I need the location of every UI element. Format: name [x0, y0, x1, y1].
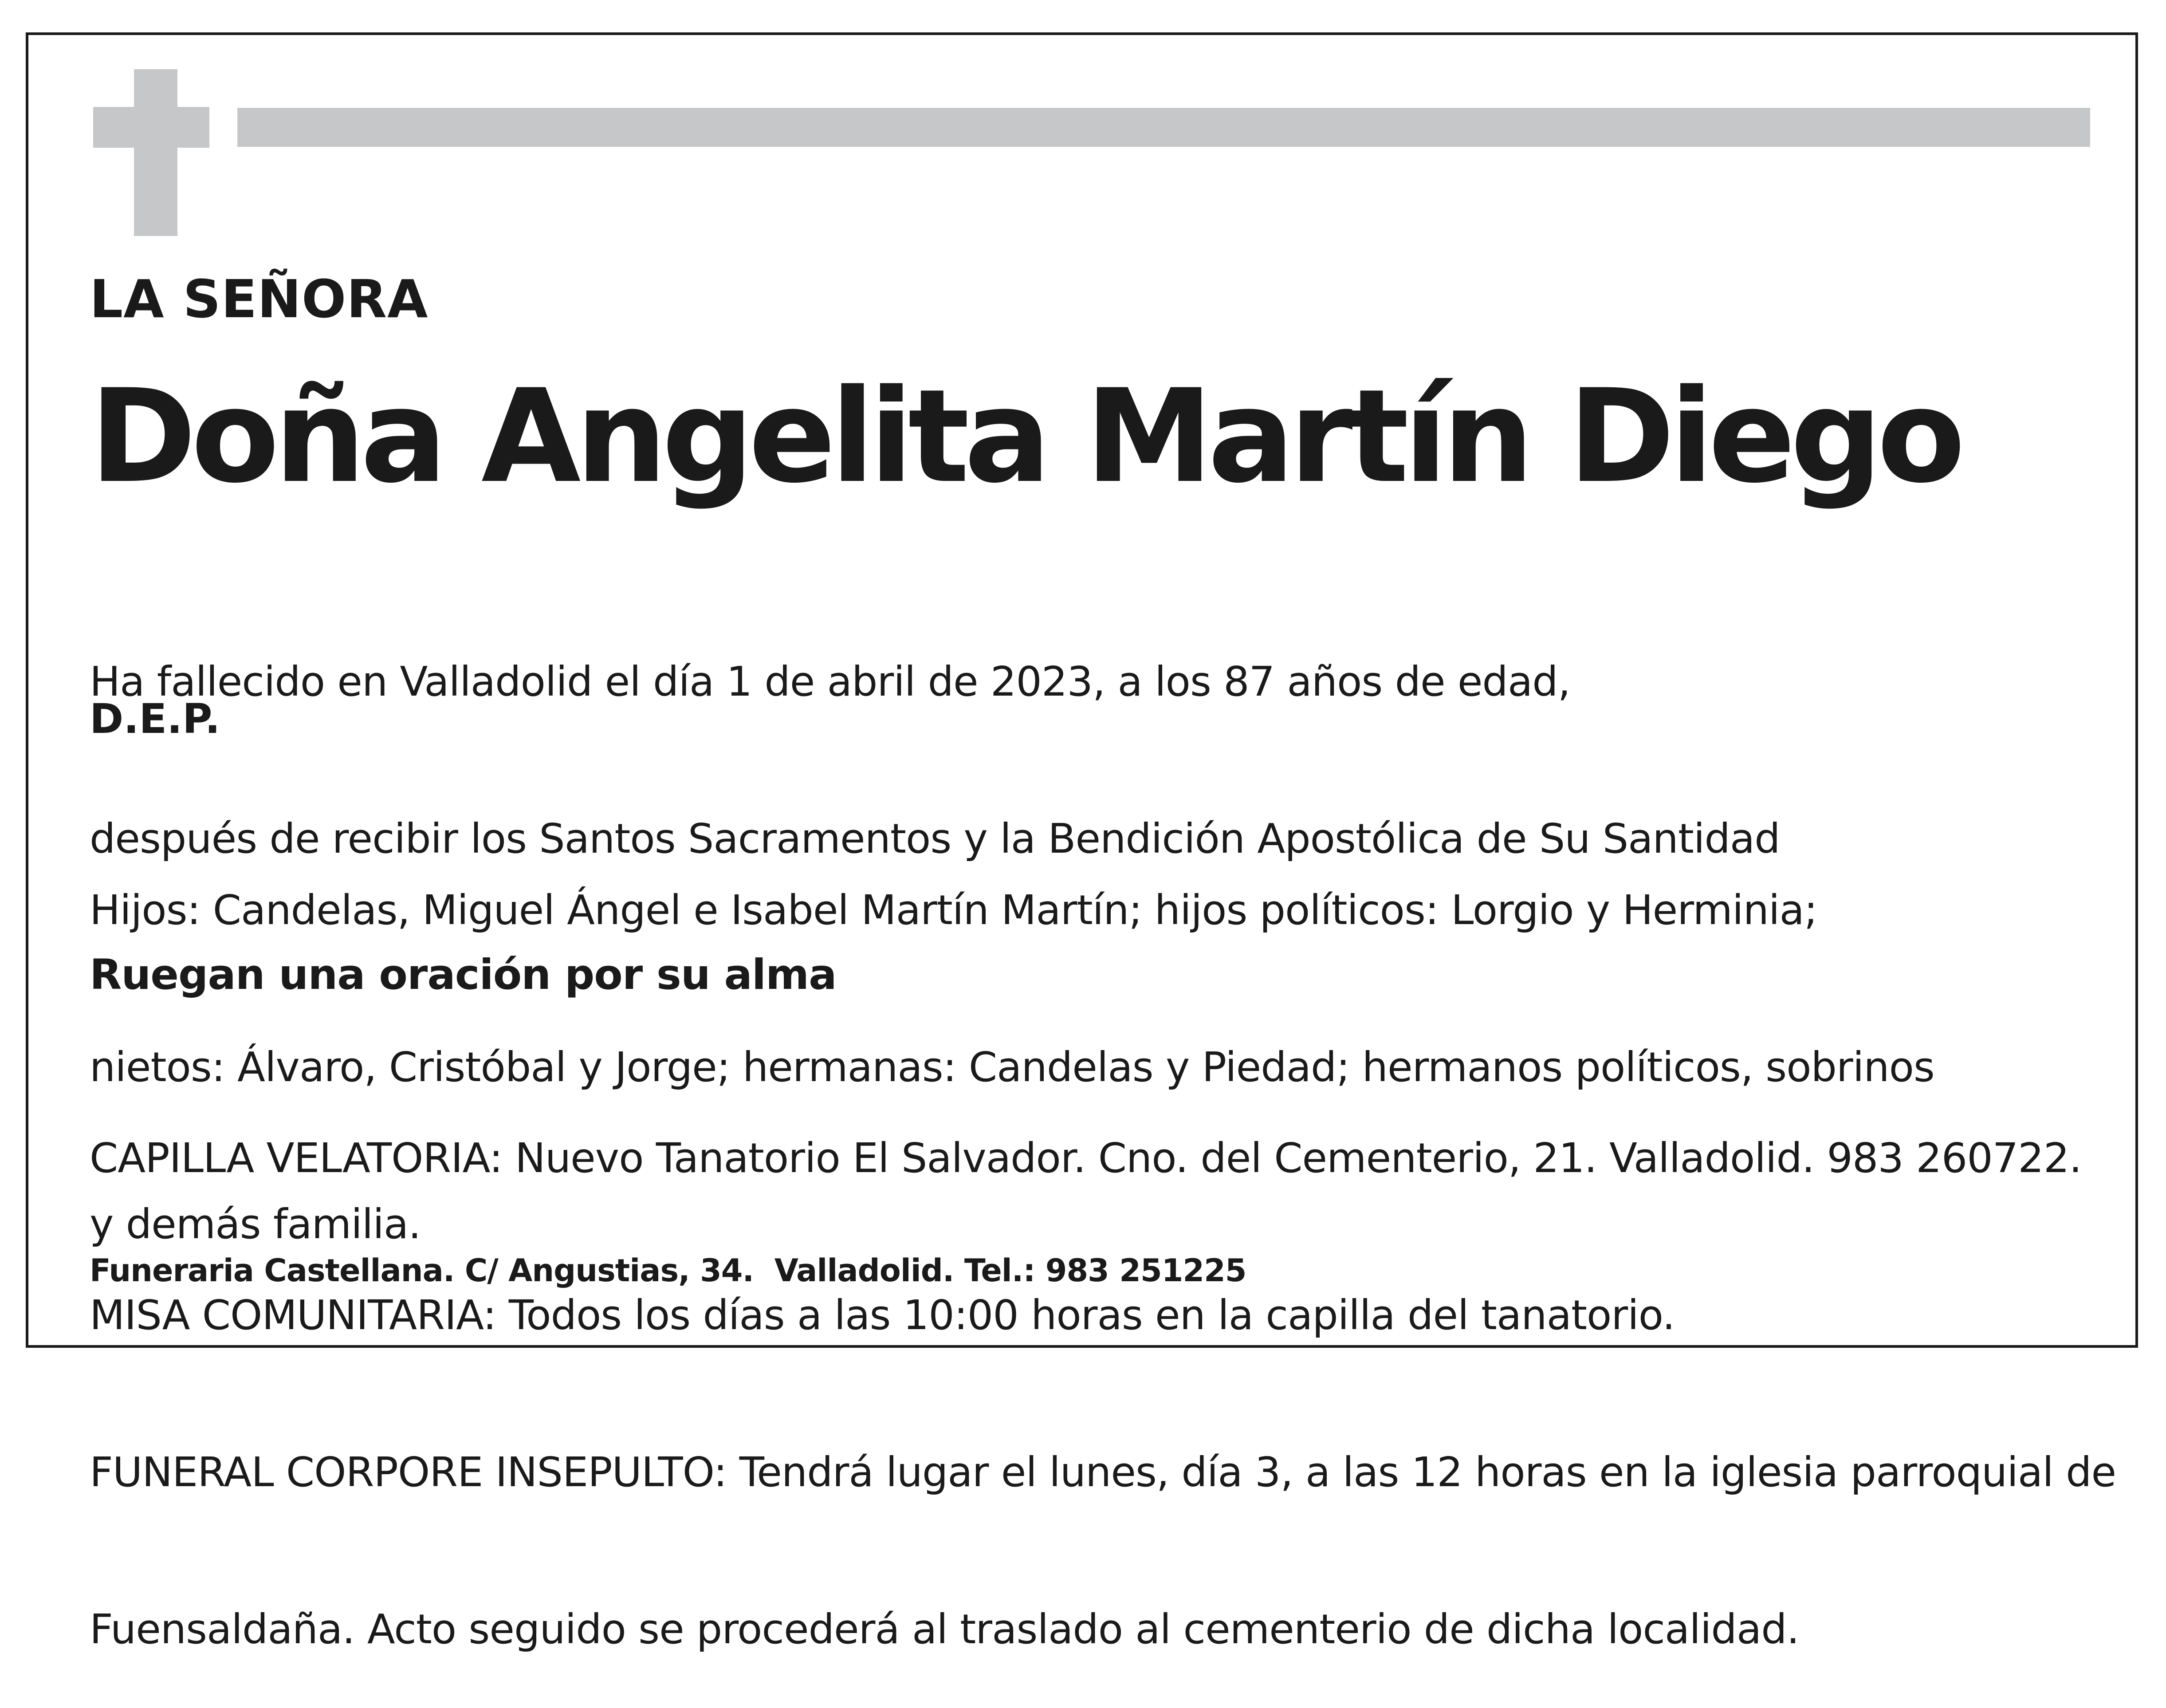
rip-label: D.E.P.	[90, 695, 220, 743]
services-line: CAPILLA VELATORIA: Nuevo Tanatorio El Salvador. Cno. del Cementerio, 21. Valladolid. 983 260722.	[90, 1134, 2082, 1182]
family-line: y demás familia.	[90, 1200, 421, 1248]
prayer-request: Ruegan una oración por su alma	[90, 951, 837, 999]
header-bar	[237, 108, 2090, 147]
announcement-line: después de recibir los Santos Sacramentos y la Bendición Apostólica de Su Santidad	[90, 815, 1780, 862]
deceased-name: Doña Angelita Martín Diego	[90, 362, 1960, 512]
notice-subtitle: LA SEÑORA	[90, 268, 428, 330]
services-line: MISA COMUNITARIA: Todos los días a las 10:00 horas en la capilla del tanatorio.	[90, 1291, 1675, 1339]
family-line: Hijos: Candelas, Miguel Ángel e Isabel Martín Martín; hijos políticos: Lorgio y Herminia;	[90, 886, 1817, 934]
funeral-home-footer: Funeraria Castellana. C/ Angustias, 34. Valladolid. Tel.: 983 251225	[90, 1252, 1246, 1289]
family-line: nietos: Álvaro, Cristóbal y Jorge; hermanas: Candelas y Piedad; hermanos políticos, sobrinos	[90, 1043, 1934, 1091]
services-line: FUNERAL CORPORE INSEPULTO: Tendrá lugar el lunes, día 3, a las 12 horas en la iglesia parroquial de	[90, 1448, 2116, 1496]
services-paragraph	[90, 1027, 2116, 1708]
services-line: Fuensaldaña. Acto seguido se procederá al traslado al cementerio de dicha localidad.	[90, 1606, 1799, 1653]
announcement-line: Ha fallecido en Valladolid el día 1 de abril de 2023, a los 87 años de edad,	[90, 658, 1570, 705]
